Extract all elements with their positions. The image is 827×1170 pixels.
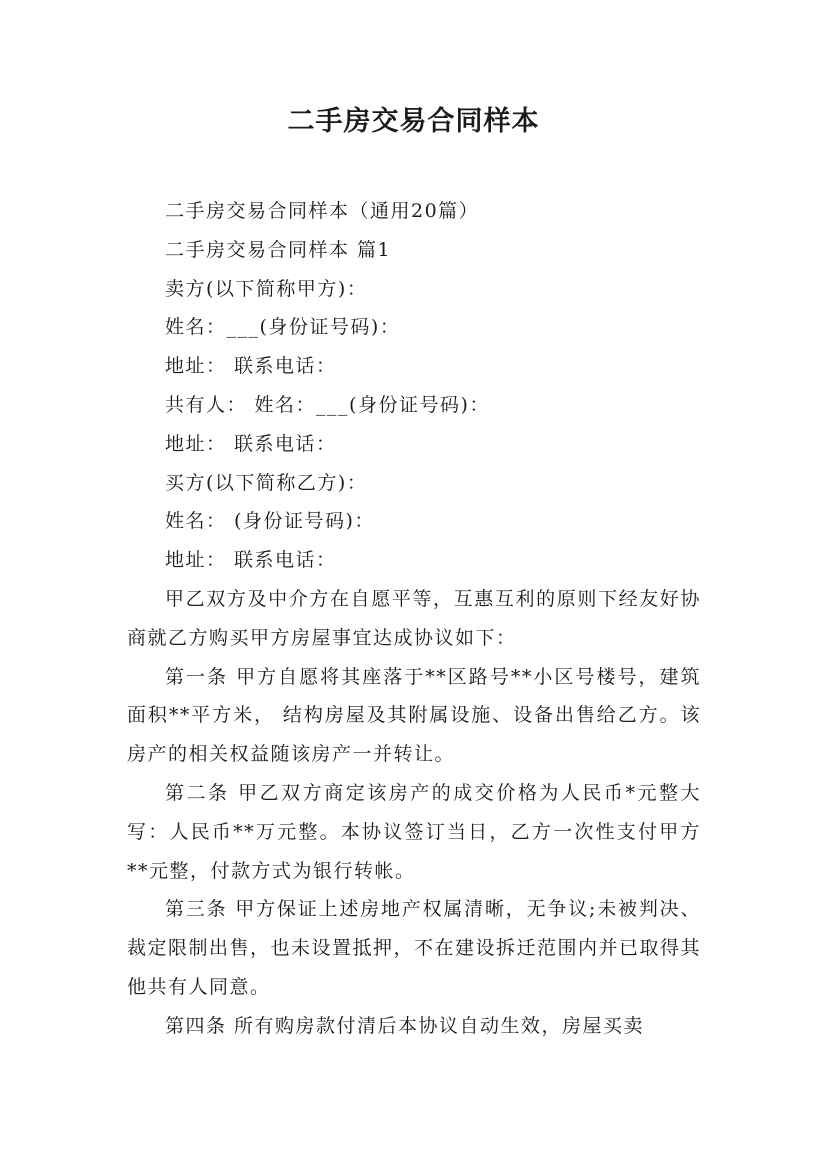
buyer-address-line: 地址： 联系电话： [165,549,337,572]
seller-address-line: 地址： 联系电话： [165,355,337,378]
buyer-name-line: 姓名： (身份证号码)： [165,510,375,533]
document-body [127,192,701,1046]
document-title: 二手房交易合同样本 [287,106,540,137]
seller-name-line: 姓名：___(身份证号码)： [165,316,401,339]
co-owner-line: 共有人： 姓名：___(身份证号码)： [165,393,490,416]
section-heading: 二手房交易合同样本 篇1 [165,238,392,261]
article-1-paragraph: 第一条 甲方自愿将其座落于**区路号**小区号楼号，建筑面积**平方米， 结构房屋及其附属设施、设备出售给乙方。该房产的相关权益随该房产一并转让。 [127,665,701,766]
seller-heading: 卖方(以下简称甲方)： [165,277,368,300]
co-owner-address-line: 地址： 联系电话： [165,432,337,455]
preamble-paragraph: 甲乙双方及中介方在自愿平等，互惠互利的原则下经友好协商就乙方购买甲方房屋事宜达成协议如下： [127,587,701,649]
subtitle-line: 二手房交易合同样本（通用20篇） [165,200,480,222]
article-3-paragraph: 第三条 甲方保证上述房地产权属清晰，无争议;未被判决、裁定限制出售，也未设置抵押，不在建设拆迁范围内并已取得其他共有人同意。 [127,898,702,998]
article-2-paragraph: 第二条 甲乙双方商定该房产的成交价格为人民币*元整大写：人民币**万元整。本协议签订当日，乙方一次性支付甲方**元整，付款方式为银行转帐。 [127,781,701,882]
article-4-paragraph: 第四条 所有购房款付清后本协议自动生效，房屋买卖 [165,1014,645,1037]
buyer-heading: 买方(以下简称乙方)： [165,471,368,494]
